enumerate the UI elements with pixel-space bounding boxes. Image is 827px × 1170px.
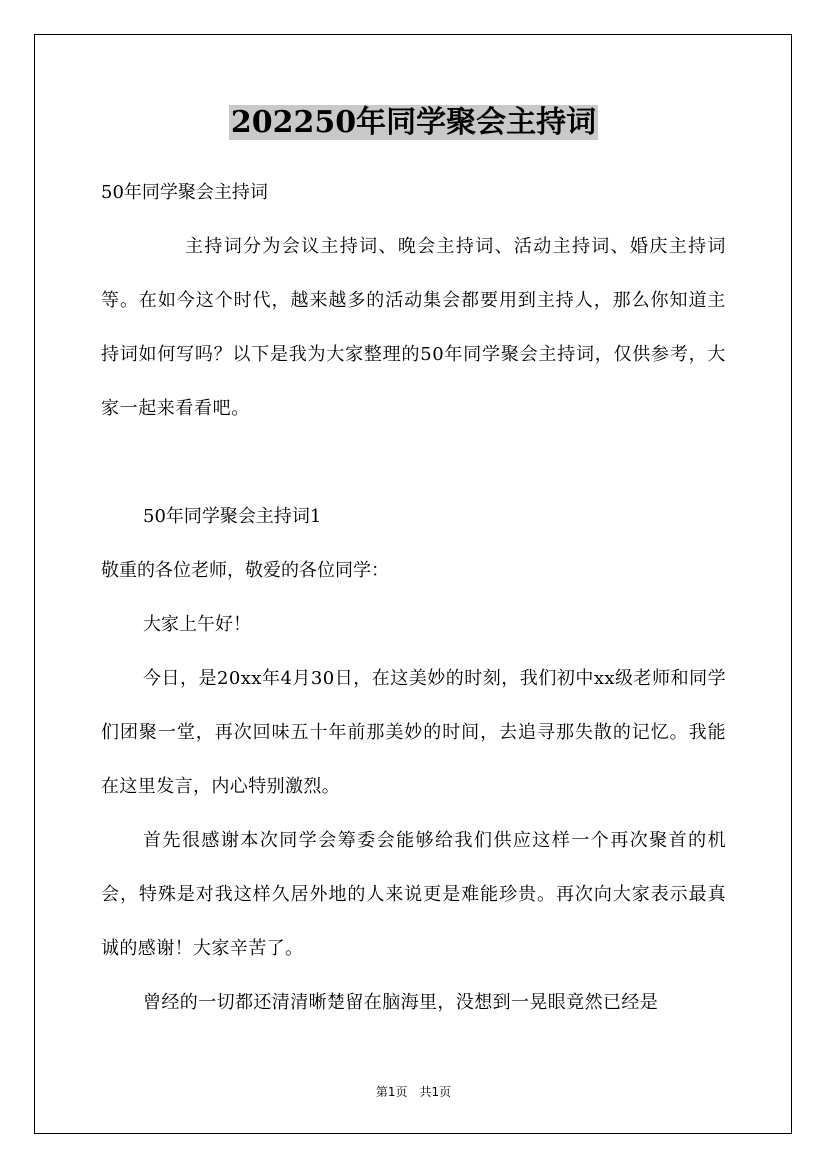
body-paragraph: 首先很感谢本次同学会筹委会能够给我们供应这样一个再次聚首的机会，特殊是对我这样久居外地的人来说更是难能珍贵。再次向大家表示最真诚的感谢！大家辛苦了。 [101,830,726,959]
body-paragraph: 曾经的一切都还清清晰楚留在脑海里，没想到一晃眼竟然已经是 [143,992,659,1013]
section-heading: 50年同学聚会主持词1 [143,506,322,527]
salutation: 敬重的各位老师，敬爱的各位同学： [101,560,389,581]
page-footer: 第1页 共1页 [375,1085,452,1099]
intro-paragraph: 主持词分为会议主持词、晚会主持词、活动主持词、婚庆主持词等。在如今这个时代，越来越多的活动集会都要用到主持人，那么你知道主持词如何写吗？以下是我为大家整理的50年同学聚会主持词，仅供参考，大家一起来看看吧。 [101,236,726,419]
document-subtitle: 50年同学聚会主持词 [101,182,268,203]
body-paragraph: 今日，是20xx年4月30日，在这美妙的时刻，我们初中xx级老师和同学们团聚一堂，再次回味五十年前那美妙的时间，去追寻那失散的记忆。我能在这里发言，内心特别激烈。 [101,668,726,797]
document-title-text: 202250年同学聚会主持词 [230,105,597,140]
document-title [0,101,827,145]
greeting: 大家上午好！ [143,614,251,635]
